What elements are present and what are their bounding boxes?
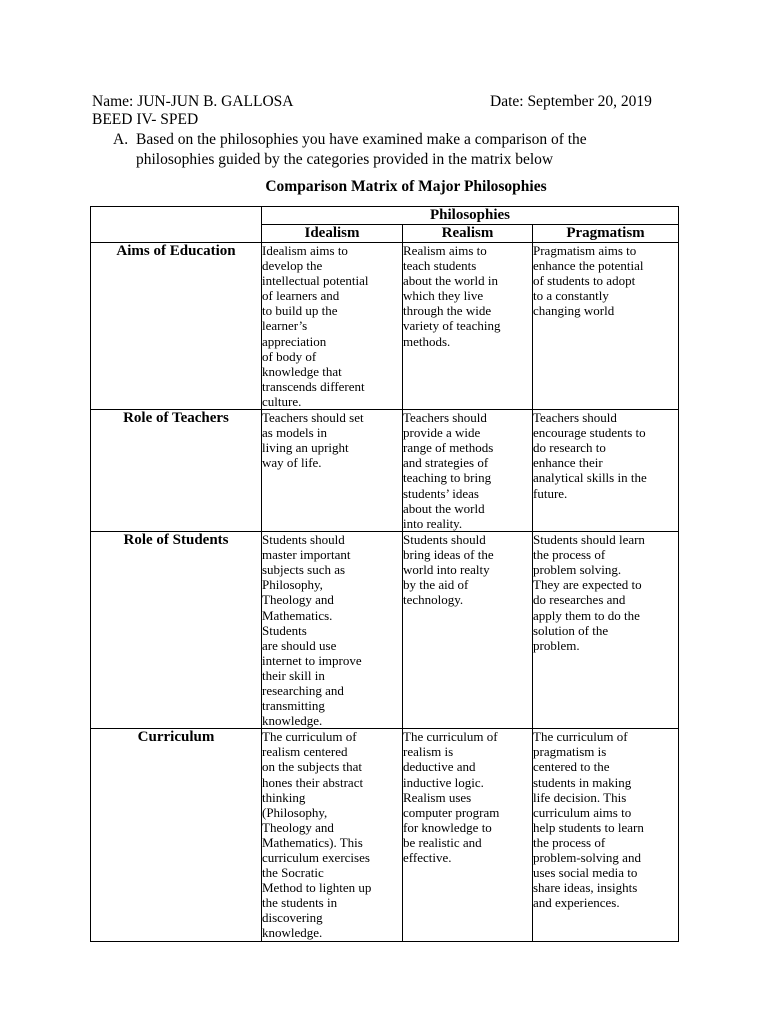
cell-line: do researches and bbox=[533, 592, 626, 608]
matrix-title: Comparison Matrix of Major Philosophies bbox=[265, 178, 547, 195]
cell-line: the process of bbox=[533, 547, 606, 563]
cell-line: future. bbox=[533, 485, 568, 501]
cell-line: inductive logic. bbox=[403, 774, 484, 790]
cell-line: subjects such as bbox=[262, 562, 346, 578]
cell-line: curriculum aims to bbox=[533, 804, 632, 820]
cell-line: teach students bbox=[403, 258, 477, 274]
cell-line: and strategies of bbox=[403, 455, 489, 471]
cell-line: be realistic and bbox=[403, 834, 482, 850]
cell-line: solution of the bbox=[533, 622, 609, 638]
cell-aims-pragmatism bbox=[533, 243, 679, 410]
cell-line: They are expected to bbox=[533, 577, 642, 593]
cell-line: into reality. bbox=[403, 515, 463, 531]
column-header-idealism: Idealism bbox=[262, 225, 403, 243]
table-row-curriculum bbox=[91, 729, 679, 942]
cell-line: apply them to do the bbox=[533, 607, 640, 623]
header-row-group bbox=[91, 207, 679, 225]
row-header-students: Role of Students bbox=[91, 532, 262, 729]
cell-line: on the subjects that bbox=[262, 759, 363, 775]
cell-line: develop the bbox=[262, 258, 323, 274]
cell-line: uses social media to bbox=[533, 865, 638, 881]
course-label: BEED IV- SPED bbox=[92, 111, 199, 128]
cell-line: do research to bbox=[533, 440, 606, 456]
cell-teachers-pragmatism bbox=[533, 410, 679, 532]
cell-students-idealism bbox=[262, 532, 403, 729]
cell-line: thinking bbox=[262, 789, 306, 805]
cell-aims-realism bbox=[403, 243, 533, 410]
cell-line: hones their abstract bbox=[262, 774, 364, 790]
cell-line: enhance their bbox=[533, 455, 603, 471]
cell-line: realism is bbox=[403, 744, 454, 760]
cell-line: pragmatism is bbox=[533, 744, 607, 760]
cell-line: analytical skills in the bbox=[533, 470, 647, 486]
cell-line: Students should learn bbox=[533, 532, 645, 548]
corner-cell bbox=[91, 207, 262, 243]
cell-line: The curriculum of bbox=[533, 729, 628, 745]
cell-line: learner’s bbox=[262, 318, 308, 334]
instruction-letter: A. bbox=[113, 131, 129, 148]
row-header-teachers: Role of Teachers bbox=[91, 410, 262, 532]
cell-line: discovering bbox=[262, 910, 323, 926]
cell-line: methods. bbox=[403, 333, 451, 349]
cell-line: Theology and bbox=[262, 819, 334, 835]
cell-line: living an upright bbox=[262, 440, 349, 456]
cell-line: to a constantly bbox=[533, 288, 609, 304]
cell-line: Philosophy, bbox=[262, 577, 323, 593]
cell-line: enhance the potential bbox=[533, 258, 644, 274]
cell-line: researching and bbox=[262, 682, 344, 698]
cell-line: knowledge. bbox=[262, 925, 323, 941]
cell-line: the Socratic bbox=[262, 865, 324, 881]
cell-line: help students to learn bbox=[533, 819, 644, 835]
cell-line: Method to lighten up bbox=[262, 880, 372, 896]
cell-line: knowledge. bbox=[262, 713, 323, 729]
cell-line: appreciation bbox=[262, 333, 327, 349]
table-row-teachers bbox=[91, 410, 679, 532]
cell-line: Mathematics. bbox=[262, 607, 333, 623]
student-name: Name: JUN-JUN B. GALLOSA bbox=[92, 93, 294, 110]
cell-students-realism bbox=[403, 532, 533, 729]
cell-line: way of life. bbox=[262, 455, 322, 471]
cell-line: transcends different bbox=[262, 378, 365, 394]
cell-line: knowledge that bbox=[262, 363, 342, 379]
cell-line: curriculum exercises bbox=[262, 850, 370, 865]
cell-students-pragmatism bbox=[533, 532, 679, 729]
cell-line: and experiences. bbox=[533, 895, 620, 911]
date-label: Date: September 20, 2019 bbox=[490, 93, 652, 110]
cell-line: Teachers should bbox=[533, 410, 617, 426]
cell-line: Teachers should set bbox=[262, 410, 364, 426]
cell-line: transmitting bbox=[262, 698, 325, 714]
cell-line: bring ideas of the bbox=[403, 547, 494, 563]
cell-line: intellectual potential bbox=[262, 273, 369, 289]
cell-line: culture. bbox=[262, 393, 302, 409]
cell-line: Realism uses bbox=[403, 789, 472, 805]
cell-line: Mathematics). This bbox=[262, 834, 363, 850]
cell-line: internet to improve bbox=[262, 652, 362, 668]
cell-line: for knowledge to bbox=[403, 819, 492, 835]
cell-line: as models in bbox=[262, 425, 327, 441]
cell-line: centered to the bbox=[533, 759, 610, 775]
cell-line: Teachers should bbox=[403, 410, 487, 426]
cell-line: of learners and bbox=[262, 288, 340, 304]
cell-line: range of methods bbox=[403, 440, 494, 456]
cell-teachers-idealism bbox=[262, 410, 403, 532]
cell-line: The curriculum of bbox=[403, 729, 498, 745]
cell-line: master important bbox=[262, 547, 351, 563]
cell-line: to build up the bbox=[262, 303, 338, 319]
instruction-line-2: philosophies guided by the categories provided in the matrix below bbox=[136, 151, 554, 168]
cell-line: variety of teaching bbox=[403, 318, 501, 334]
cell-line: Students should bbox=[403, 532, 486, 548]
row-header-curriculum: Curriculum bbox=[91, 729, 262, 942]
cell-line: about the world bbox=[403, 500, 485, 516]
cell-line: Idealism aims to bbox=[262, 243, 348, 258]
cell-line: world into realty bbox=[403, 562, 490, 578]
table-row-students bbox=[91, 532, 679, 729]
column-header-realism: Realism bbox=[403, 225, 533, 243]
cell-line: deductive and bbox=[403, 759, 476, 775]
cell-line: Pragmatism aims to bbox=[533, 243, 637, 258]
cell-line: Students bbox=[262, 622, 307, 638]
cell-line: Realism aims to bbox=[403, 243, 487, 258]
cell-line: the students in bbox=[262, 895, 338, 911]
cell-line: which they live bbox=[403, 288, 484, 304]
cell-line: effective. bbox=[403, 850, 452, 865]
cell-line: (Philosophy, bbox=[262, 804, 328, 820]
cell-line: of body of bbox=[262, 348, 317, 364]
cell-line: of students to adopt bbox=[533, 273, 636, 289]
cell-line: The curriculum of bbox=[262, 729, 357, 745]
cell-line: computer program bbox=[403, 804, 500, 820]
cell-line: teaching to bring bbox=[403, 470, 492, 486]
row-header-aims: Aims of Education bbox=[91, 243, 262, 410]
column-header-pragmatism: Pragmatism bbox=[533, 225, 679, 243]
cell-line: Students should bbox=[262, 532, 345, 548]
cell-line: technology. bbox=[403, 592, 464, 608]
cell-teachers-realism bbox=[403, 410, 533, 532]
cell-curriculum-idealism bbox=[262, 729, 403, 942]
cell-curriculum-realism bbox=[403, 729, 533, 942]
cell-curriculum-pragmatism bbox=[533, 729, 679, 942]
cell-line: problem. bbox=[533, 637, 580, 653]
cell-line: changing world bbox=[533, 303, 615, 319]
cell-line: provide a wide bbox=[403, 425, 481, 441]
instruction-line-1: Based on the philosophies you have examined make a comparison of the bbox=[136, 131, 587, 148]
cell-line: life decision. This bbox=[533, 789, 627, 805]
cell-aims-idealism bbox=[262, 243, 403, 410]
cell-line: students in making bbox=[533, 774, 632, 790]
comparison-matrix bbox=[90, 206, 679, 942]
table-row-aims bbox=[91, 243, 679, 410]
cell-line: share ideas, insights bbox=[533, 880, 638, 896]
cell-line: students’ ideas bbox=[403, 485, 479, 501]
cell-line: their skill in bbox=[262, 667, 325, 683]
cell-line: the process of bbox=[533, 834, 606, 850]
cell-line: encourage students to bbox=[533, 425, 646, 441]
cell-line: realism centered bbox=[262, 744, 348, 760]
cell-line: problem-solving and bbox=[533, 850, 641, 865]
cell-line: through the wide bbox=[403, 303, 492, 319]
cell-line: Theology and bbox=[262, 592, 334, 608]
cell-line: about the world in bbox=[403, 273, 498, 289]
cell-line: are should use bbox=[262, 637, 337, 653]
cell-line: problem solving. bbox=[533, 562, 622, 578]
philosophies-header: Philosophies bbox=[262, 207, 679, 225]
cell-line: by the aid of bbox=[403, 577, 469, 593]
